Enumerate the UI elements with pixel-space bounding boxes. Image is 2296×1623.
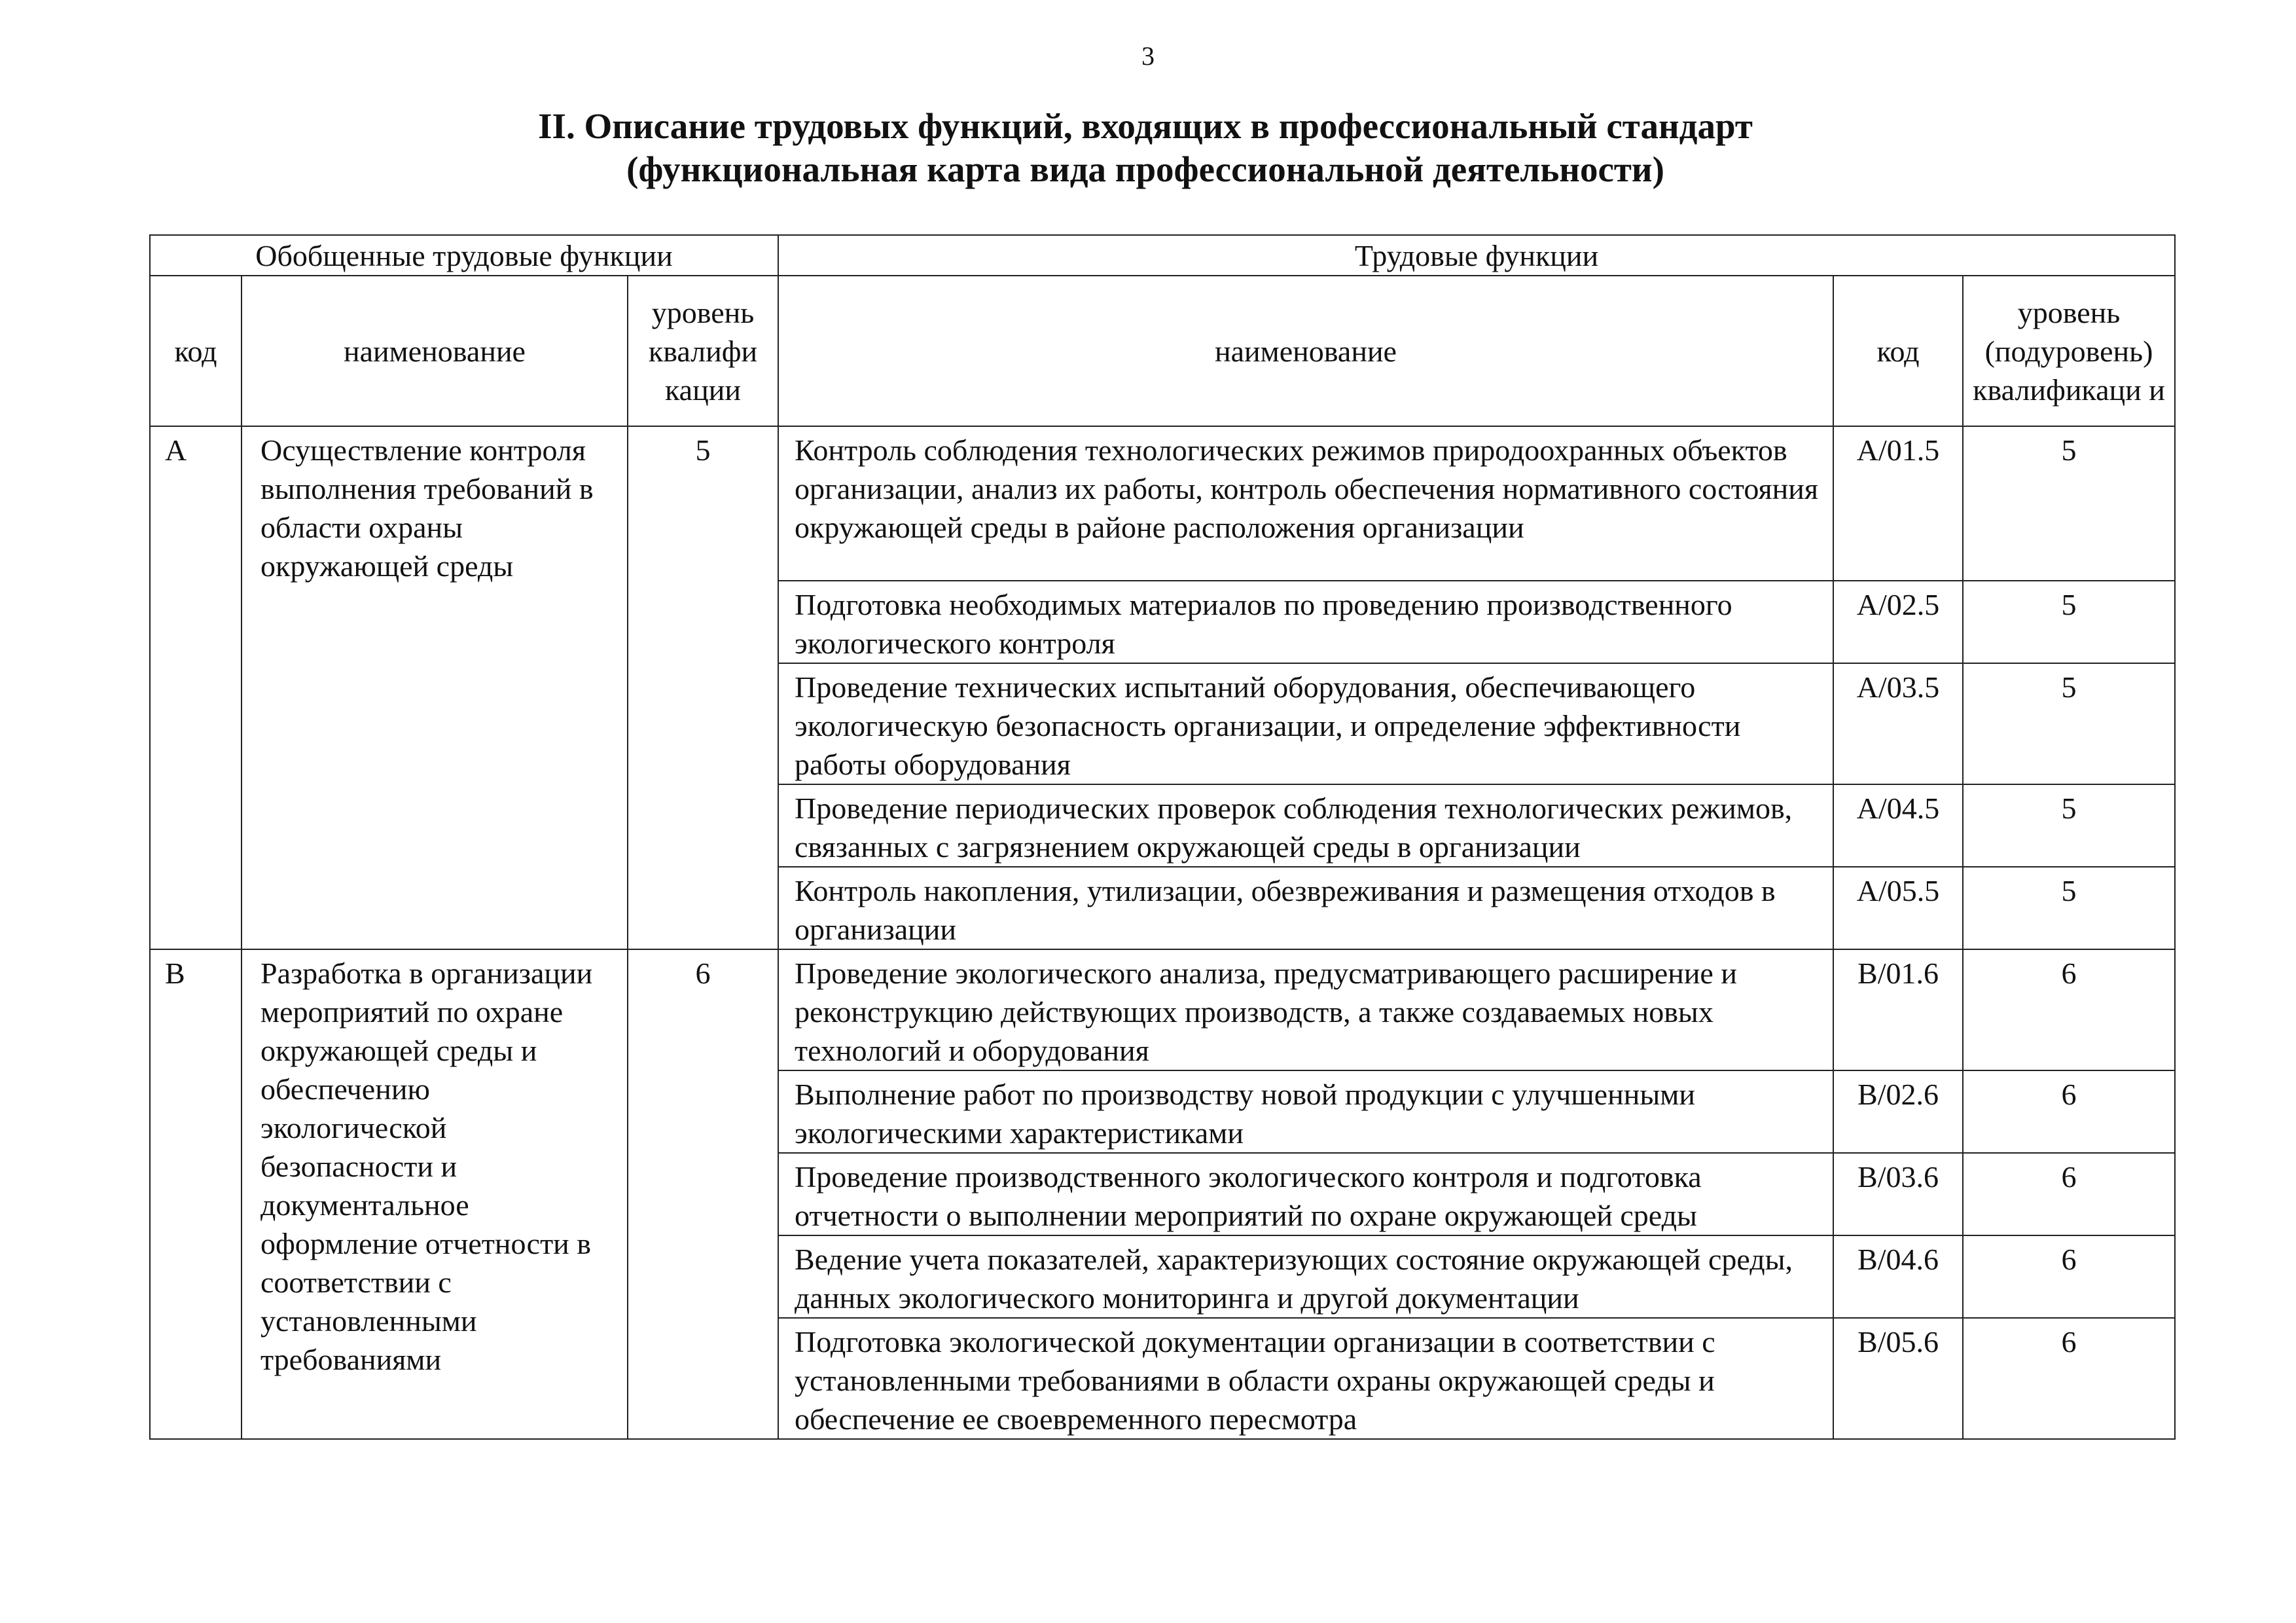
tf-level: 5 <box>1963 426 2175 581</box>
header-tf-code: код <box>1833 276 1963 426</box>
tf-code: A/05.5 <box>1833 867 1963 949</box>
generalized-functions-header: Обобщенные трудовые функции <box>150 235 778 276</box>
tf-name: Проведение технических испытаний оборудования, обеспечивающего экологическую безопасность организации, и определение эффективности работы оборудования <box>778 663 1833 784</box>
column-header-row <box>150 276 2175 426</box>
gtf-level-b: 6 <box>628 949 778 1439</box>
tf-level: 6 <box>1963 949 2175 1070</box>
tf-level: 5 <box>1963 784 2175 867</box>
header-tf-level: уровень (подуровень) квалификаци и <box>1963 276 2175 426</box>
tf-name: Подготовка необходимых материалов по проведению производственного экологического контроля <box>778 581 1833 663</box>
gtf-name-a: Осуществление контроля выполнения требований в области охраны окружающей среды <box>242 426 628 949</box>
title-line-2: (функциональная карта вида профессиональной деятельности) <box>626 149 1664 189</box>
functional-map-table <box>149 234 2176 1440</box>
tf-level: 5 <box>1963 867 2175 949</box>
gtf-name-b: Разработка в организации мероприятий по охране окружающей среды и обеспечению экологической безопасности и документальное оформление отчетности в соответствии с установленными требованиями <box>242 949 628 1439</box>
gtf-code-a: A <box>150 426 242 949</box>
labor-functions-header: Трудовые функции <box>778 235 2175 276</box>
tf-level: 6 <box>1963 1070 2175 1153</box>
tf-code: A/02.5 <box>1833 581 1963 663</box>
gtf-code-b: B <box>150 949 242 1439</box>
header-gtf-name: наименование <box>242 276 628 426</box>
page-number: 3 <box>1141 41 1155 71</box>
tf-code: B/05.6 <box>1833 1318 1963 1439</box>
tf-name: Ведение учета показателей, характеризующих состояние окружающей среды, данных экологического мониторинга и другой документации <box>778 1235 1833 1318</box>
header-gtf-level: уровень квалифи кации <box>628 276 778 426</box>
page-title <box>196 105 2094 191</box>
tf-name: Проведение экологического анализа, предусматривающего расширение и реконструкцию действующих производств, а также создаваемых новых технологий и оборудования <box>778 949 1833 1070</box>
tf-name: Проведение периодических проверок соблюдения технологических режимов, связанных с загрязнением окружающей среды в организации <box>778 784 1833 867</box>
tf-name: Выполнение работ по производству новой продукции с улучшенными экологическими характеристиками <box>778 1070 1833 1153</box>
header-gtf-code: код <box>150 276 242 426</box>
tf-level: 5 <box>1963 663 2175 784</box>
group-header-row <box>150 235 2175 276</box>
tf-code: B/02.6 <box>1833 1070 1963 1153</box>
tf-level: 6 <box>1963 1153 2175 1235</box>
tf-code: B/01.6 <box>1833 949 1963 1070</box>
tf-code: A/04.5 <box>1833 784 1963 867</box>
tf-name: Контроль накопления, утилизации, обезвреживания и размещения отходов в организации <box>778 867 1833 949</box>
tf-code: A/01.5 <box>1833 426 1963 581</box>
tf-code: A/03.5 <box>1833 663 1963 784</box>
table-row <box>150 949 2175 1070</box>
tf-level: 6 <box>1963 1318 2175 1439</box>
tf-name: Проведение производственного экологического контроля и подготовка отчетности о выполнении мероприятий по охране окружающей среды <box>778 1153 1833 1235</box>
tf-level: 5 <box>1963 581 2175 663</box>
title-line-1: II. Описание трудовых функций, входящих в профессиональный стандарт <box>538 106 1753 146</box>
gtf-level-a: 5 <box>628 426 778 949</box>
tf-code: B/03.6 <box>1833 1153 1963 1235</box>
tf-name: Контроль соблюдения технологических режимов природоохранных объектов организации, анализ их работы, контроль обеспечения нормативного состояния окружающей среды в районе расположения организации <box>778 426 1833 581</box>
tf-level: 6 <box>1963 1235 2175 1318</box>
tf-name: Подготовка экологической документации организации в соответствии с установленными требованиями в области охраны окружающей среды и обеспечение ее своевременного пересмотра <box>778 1318 1833 1439</box>
table-row <box>150 426 2175 581</box>
tf-code: B/04.6 <box>1833 1235 1963 1318</box>
header-tf-name: наименование <box>778 276 1833 426</box>
